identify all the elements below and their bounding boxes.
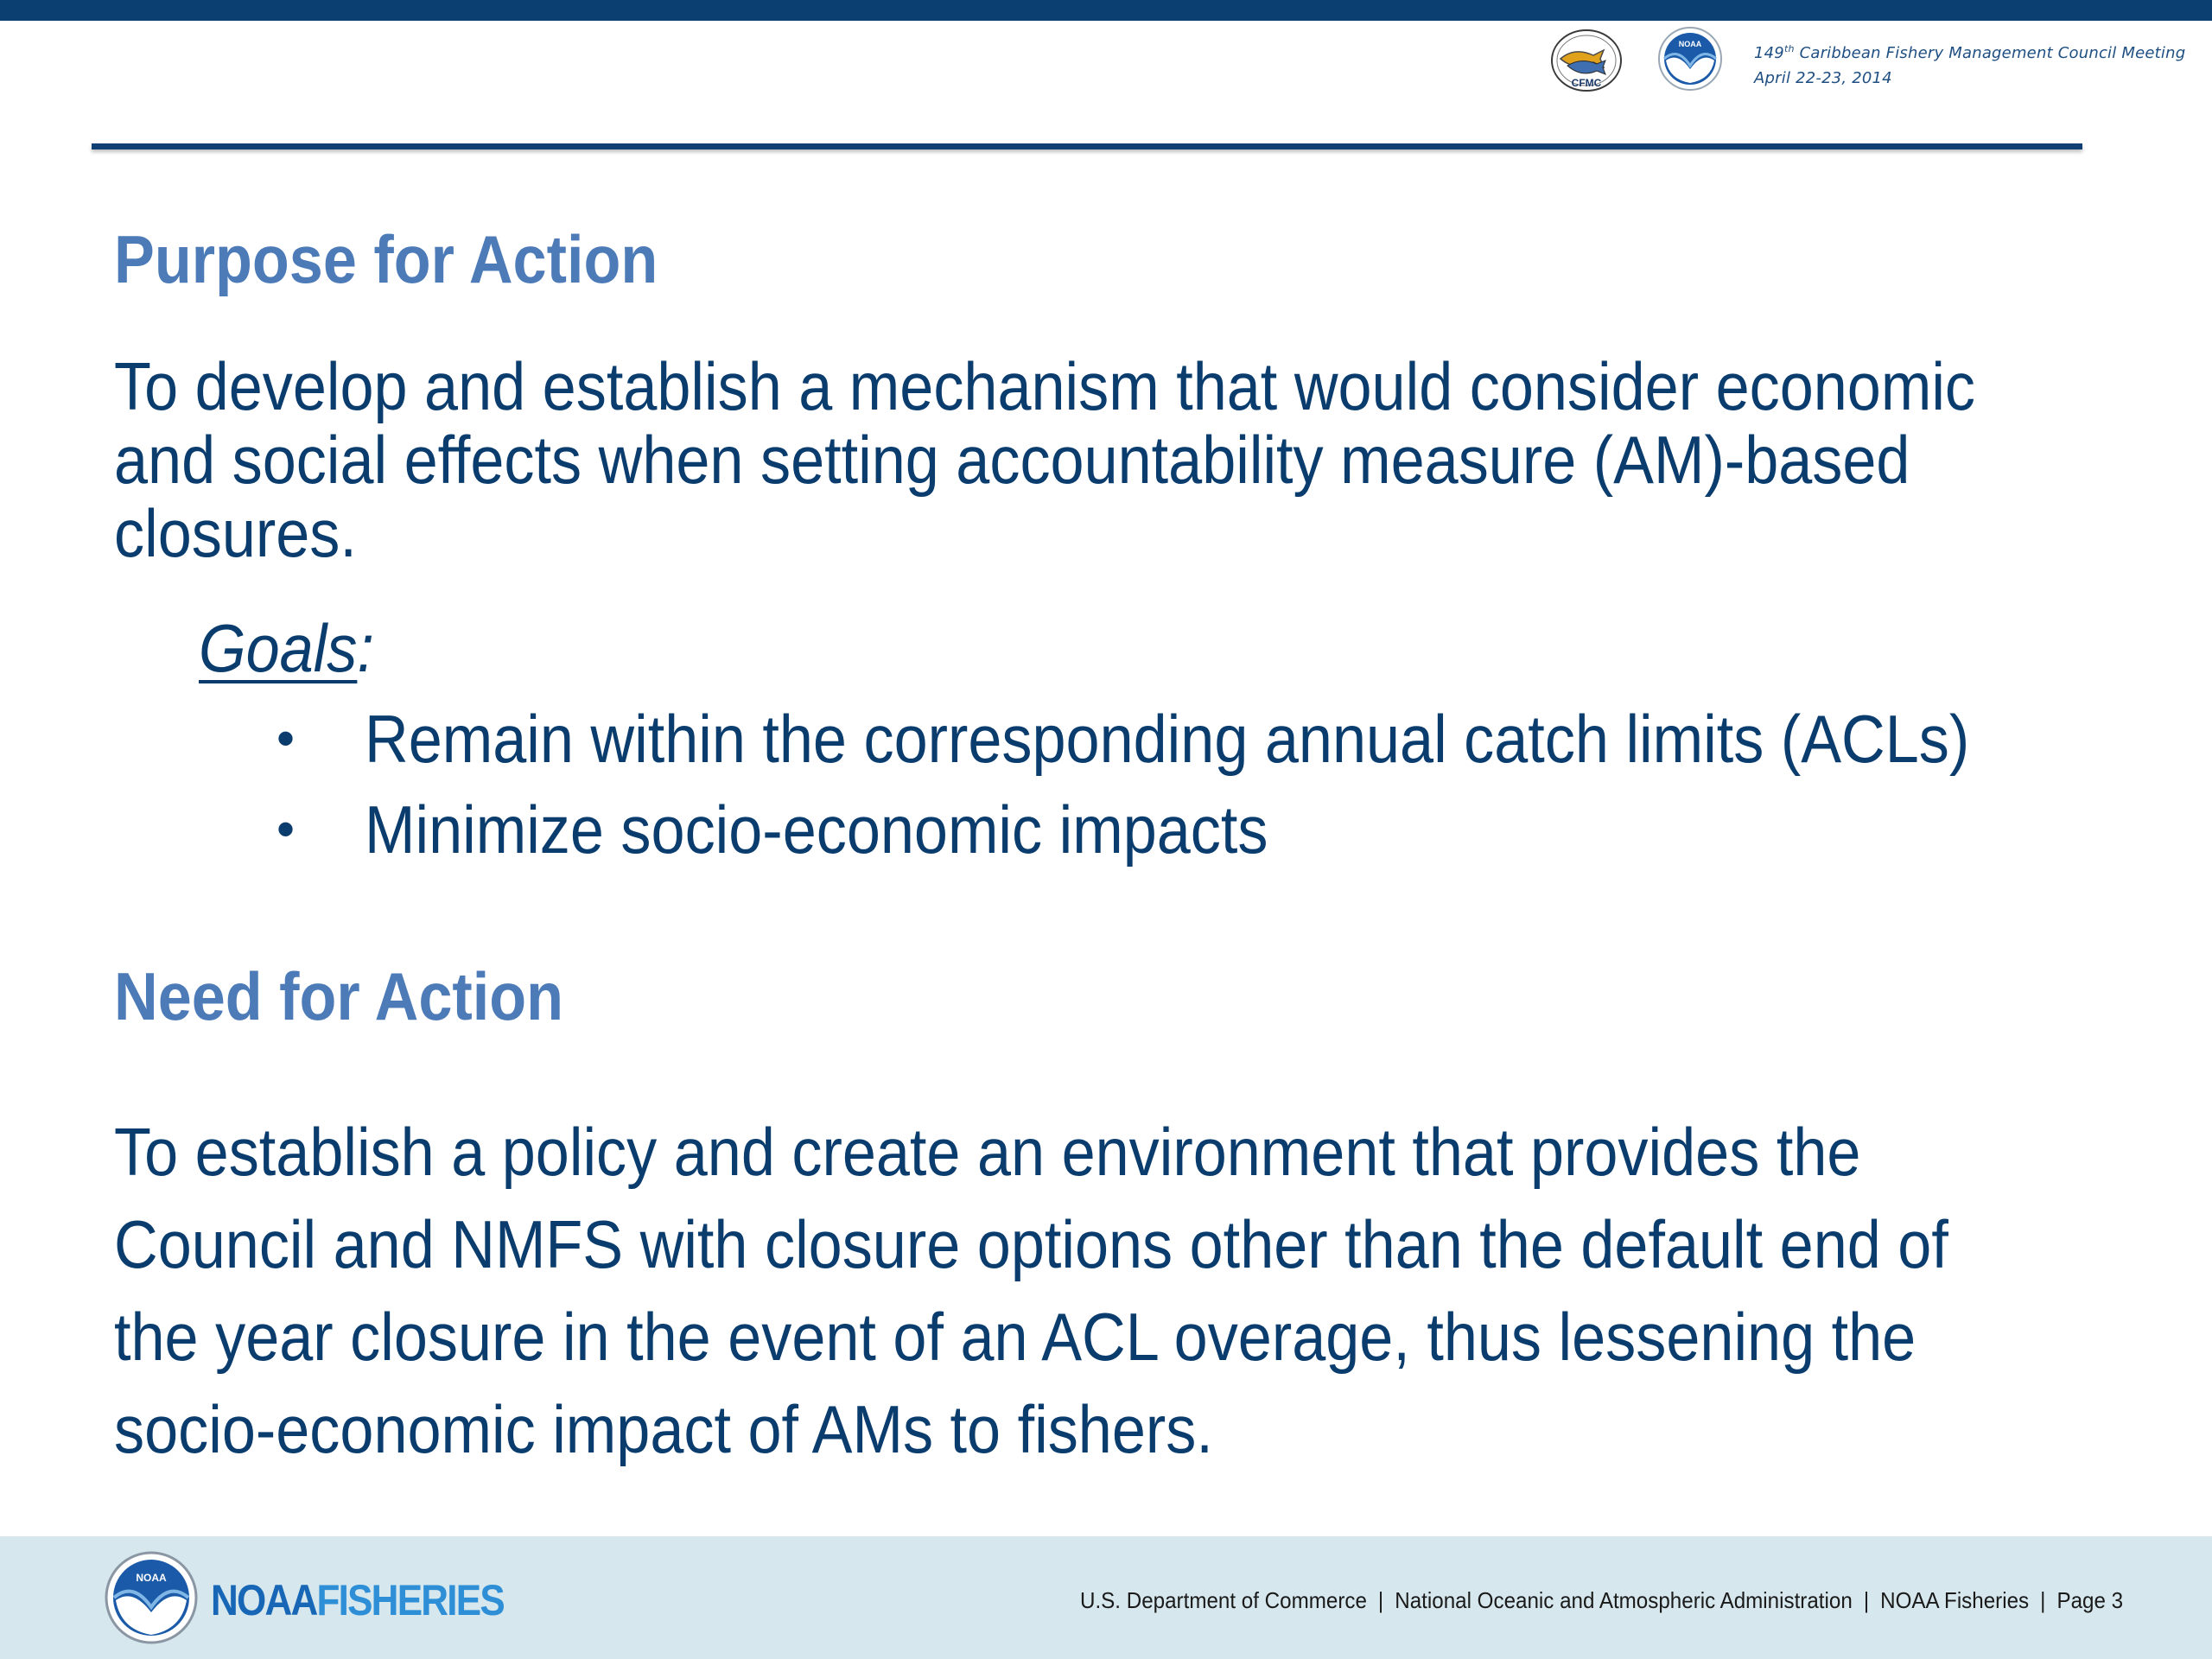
footer-item: NOAA Fisheries bbox=[1880, 1587, 2030, 1613]
purpose-line: closures. bbox=[114, 495, 357, 571]
need-line: Council and NMFS with closure options other than the default end of bbox=[114, 1206, 1948, 1282]
purpose-text bbox=[114, 350, 1975, 570]
meeting-dates: April 22-23, 2014 bbox=[1754, 69, 1892, 87]
footer-brand: NOAAFISHERIES bbox=[211, 1576, 504, 1624]
footer-separator: | bbox=[1863, 1587, 1870, 1613]
top-bar bbox=[0, 0, 2212, 21]
footer-separator: | bbox=[1377, 1587, 1384, 1613]
noaa-footer-logo-text: NOAA bbox=[136, 1572, 167, 1584]
noaa-footer-logo-icon bbox=[104, 1550, 199, 1645]
need-heading: Need for Action bbox=[114, 958, 564, 1034]
noaa-logo-icon bbox=[1657, 26, 1723, 92]
noaa-logo-small-text: NOAA bbox=[1678, 40, 1702, 48]
page-number: Page 3 bbox=[2056, 1587, 2124, 1613]
footer-item: U.S. Department of Commerce bbox=[1080, 1587, 1367, 1613]
cfmc-logo bbox=[1548, 28, 1624, 93]
footer-separator: | bbox=[2040, 1587, 2046, 1613]
purpose-line: To develop and establish a mechanism that would consider economic bbox=[114, 348, 1976, 424]
purpose-heading: Purpose for Action bbox=[114, 221, 658, 297]
cfmc-logo-text: CFMC bbox=[1571, 77, 1602, 89]
need-line: the year closure in the event of an ACL overage, thus lessening the bbox=[114, 1299, 1916, 1375]
footer-item: National Oceanic and Atmospheric Administration bbox=[1395, 1587, 1853, 1613]
need-line: socio-economic impact of AMs to fishers. bbox=[114, 1391, 1213, 1467]
need-line: To establish a policy and create an environment that provides the bbox=[114, 1114, 1861, 1190]
header-divider bbox=[92, 143, 2082, 149]
bullet-icon: • bbox=[276, 709, 296, 767]
goal-text: Minimize socio-economic impacts bbox=[365, 791, 1268, 868]
bullet-icon: • bbox=[276, 800, 296, 858]
goals-label: Goals: bbox=[199, 610, 374, 686]
footer-info bbox=[1080, 1587, 2123, 1614]
goal-text: Remain within the corresponding annual catch limits (ACLs) bbox=[365, 701, 1970, 777]
meeting-title: 149th Caribbean Fishery Management Council Meeting bbox=[1754, 43, 2186, 62]
need-text bbox=[114, 1106, 1948, 1476]
purpose-line: and social effects when setting accountability measure (AM)-based bbox=[114, 422, 1910, 498]
